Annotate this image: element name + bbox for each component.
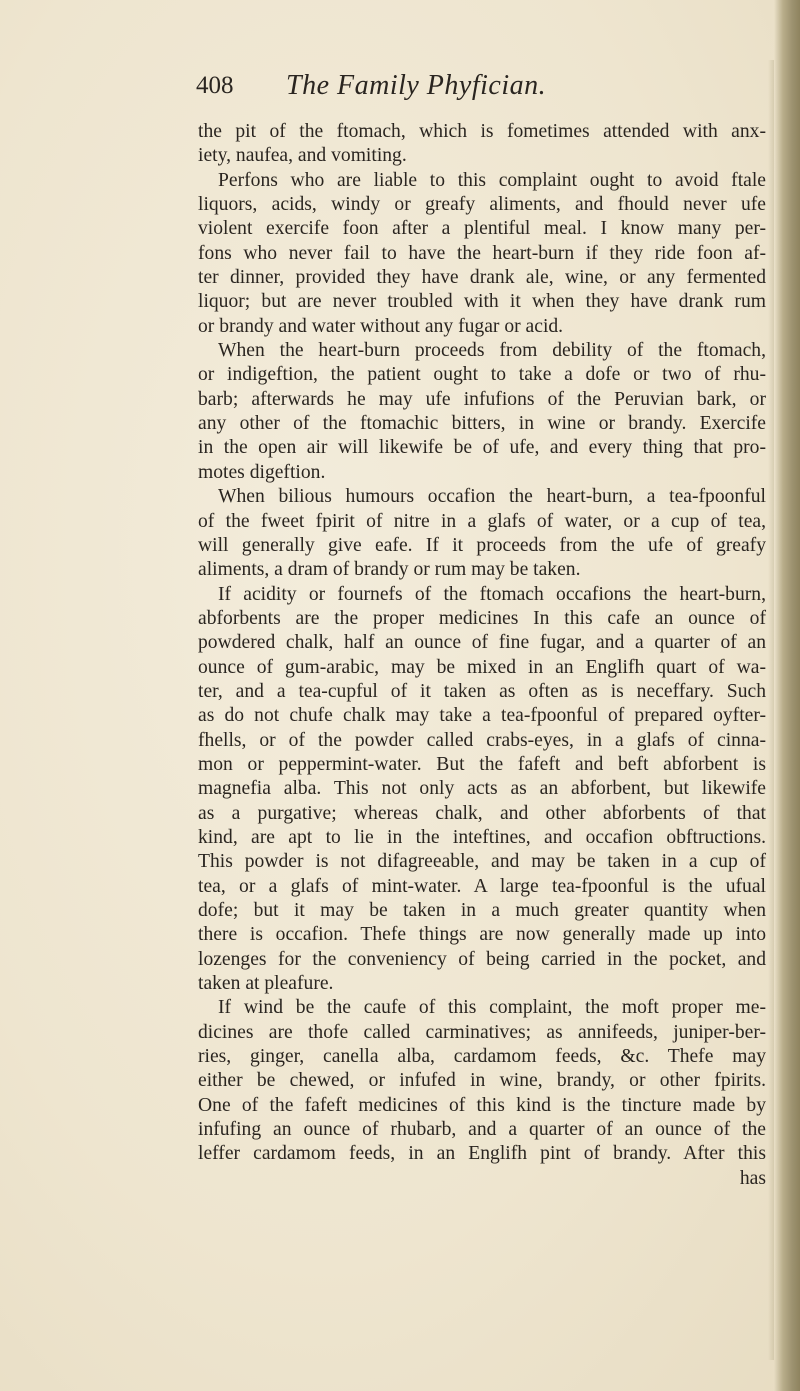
text-line: abforbents are the proper medicines In this cafe an ounce of — [198, 607, 766, 629]
page-number: 408 — [196, 72, 234, 99]
running-title: The Family Phyfician. — [286, 70, 547, 101]
text-line: any other of the ftomachic bitters, in wine or brandy. Exercife — [198, 413, 766, 435]
text-line: dicines are thofe called carminatives; as annifeeds, juniper-ber- — [198, 1021, 766, 1043]
text-line: If acidity or fournefs of the ftomach occafions the heart-burn, — [218, 583, 766, 605]
text-line: as do not chufe chalk may take a tea-fpoonful of prepared oyfter- — [198, 705, 766, 727]
text-line: liquor; but are never troubled with it when they have drank rum — [198, 291, 766, 313]
text-line: dofe; but it may be taken in a much greater quantity when — [198, 900, 766, 921]
text-line: When the heart-burn proceeds from debility of the ftomach, — [218, 340, 766, 362]
text-line: tea, or a glafs of mint-water. A large tea-fpoonful is the ufual — [198, 875, 766, 897]
text-line: barb; afterwards he may ufe infufions of the Peruvian bark, or — [198, 388, 766, 410]
page-header — [196, 66, 756, 110]
text-line: ter, and a tea-cupful of it taken as often as is neceffary. Such — [198, 680, 766, 702]
text-line: liquors, acids, windy or greafy aliments, and fhould never ufe — [198, 194, 766, 216]
text-line: kind, are apt to lie in the inteftines, and occafion obftructions. — [198, 826, 766, 848]
text-line: the pit of the ftomach, which is fometimes attended with anx- — [198, 121, 766, 142]
text-line: ries, ginger, canella alba, cardamom feeds, &c. Thefe may — [198, 1046, 766, 1068]
text-line: Perfons who are liable to this complaint ought to avoid ftale — [218, 169, 766, 191]
text-line: mon or peppermint-water. But the fafeft and beft abforbent is — [198, 753, 766, 775]
text-line: as a purgative; whereas chalk, and other abforbents of that — [198, 802, 766, 824]
text-line: taken at pleafure. — [198, 973, 334, 995]
text-line: motes digeftion. — [198, 461, 326, 483]
text-line: If wind be the caufe of this complaint, the moft proper me- — [218, 997, 766, 1019]
body-text — [198, 120, 766, 1191]
text-line: When bilious humours occafion the heart-burn, a tea-fpoonful — [218, 486, 766, 508]
text-line: of the fweet fpirit of nitre in a glafs of water, or a cup of tea, — [198, 510, 766, 532]
text-line: This powder is not difagreeable, and may be taken in a cup of — [198, 851, 766, 873]
text-line: infufing an ounce of rhubarb, and a quarter of an ounce of the — [198, 1119, 766, 1141]
text-line: lozenges for the conveniency of being carried in the pocket, and — [198, 948, 766, 970]
catchword: has — [739, 1167, 766, 1189]
text-line: ter dinner, provided they have drank ale, wine, or any fermented — [198, 267, 766, 289]
text-line: violent exercife foon after a plentiful meal. I know many per- — [198, 218, 766, 240]
text-line: One of the fafeft medicines of this kind is the tincture made by — [198, 1094, 766, 1116]
page-edge — [774, 0, 800, 1391]
text-line: or brandy and water without any fugar or acid. — [198, 315, 564, 337]
text-line: will generally give eafe. If it proceeds from the ufe of greafy — [198, 534, 766, 556]
text-line: in the open air will likewife be of ufe, and every thing that pro- — [198, 437, 766, 459]
text-line: powdered chalk, half an ounce of fine fugar, and a quarter of an — [198, 632, 766, 654]
text-line: aliments, a dram of brandy or rum may be taken. — [198, 559, 581, 581]
text-line: magnefia alba. This not only acts as an abforbent, but likewife — [198, 778, 766, 800]
text-line: fhells, or of the powder called crabs-eyes, in a glafs of cinna- — [198, 729, 766, 751]
text-line: ounce of gum-arabic, may be mixed in an Englifh quart of wa- — [198, 656, 766, 678]
text-line: or indigeftion, the patient ought to take a dofe or two of rhu- — [198, 364, 766, 386]
text-line: leffer cardamom feeds, in an Englifh pint of brandy. After this — [198, 1143, 766, 1165]
text-line: fons who never fail to have the heart-burn if they ride foon af- — [198, 242, 766, 264]
text-line: either be chewed, or infufed in wine, brandy, or other fpirits. — [198, 1070, 766, 1092]
text-line: iety, naufea, and vomiting. — [198, 145, 407, 167]
text-line: there is occafion. Thefe things are now generally made up into — [198, 924, 766, 946]
